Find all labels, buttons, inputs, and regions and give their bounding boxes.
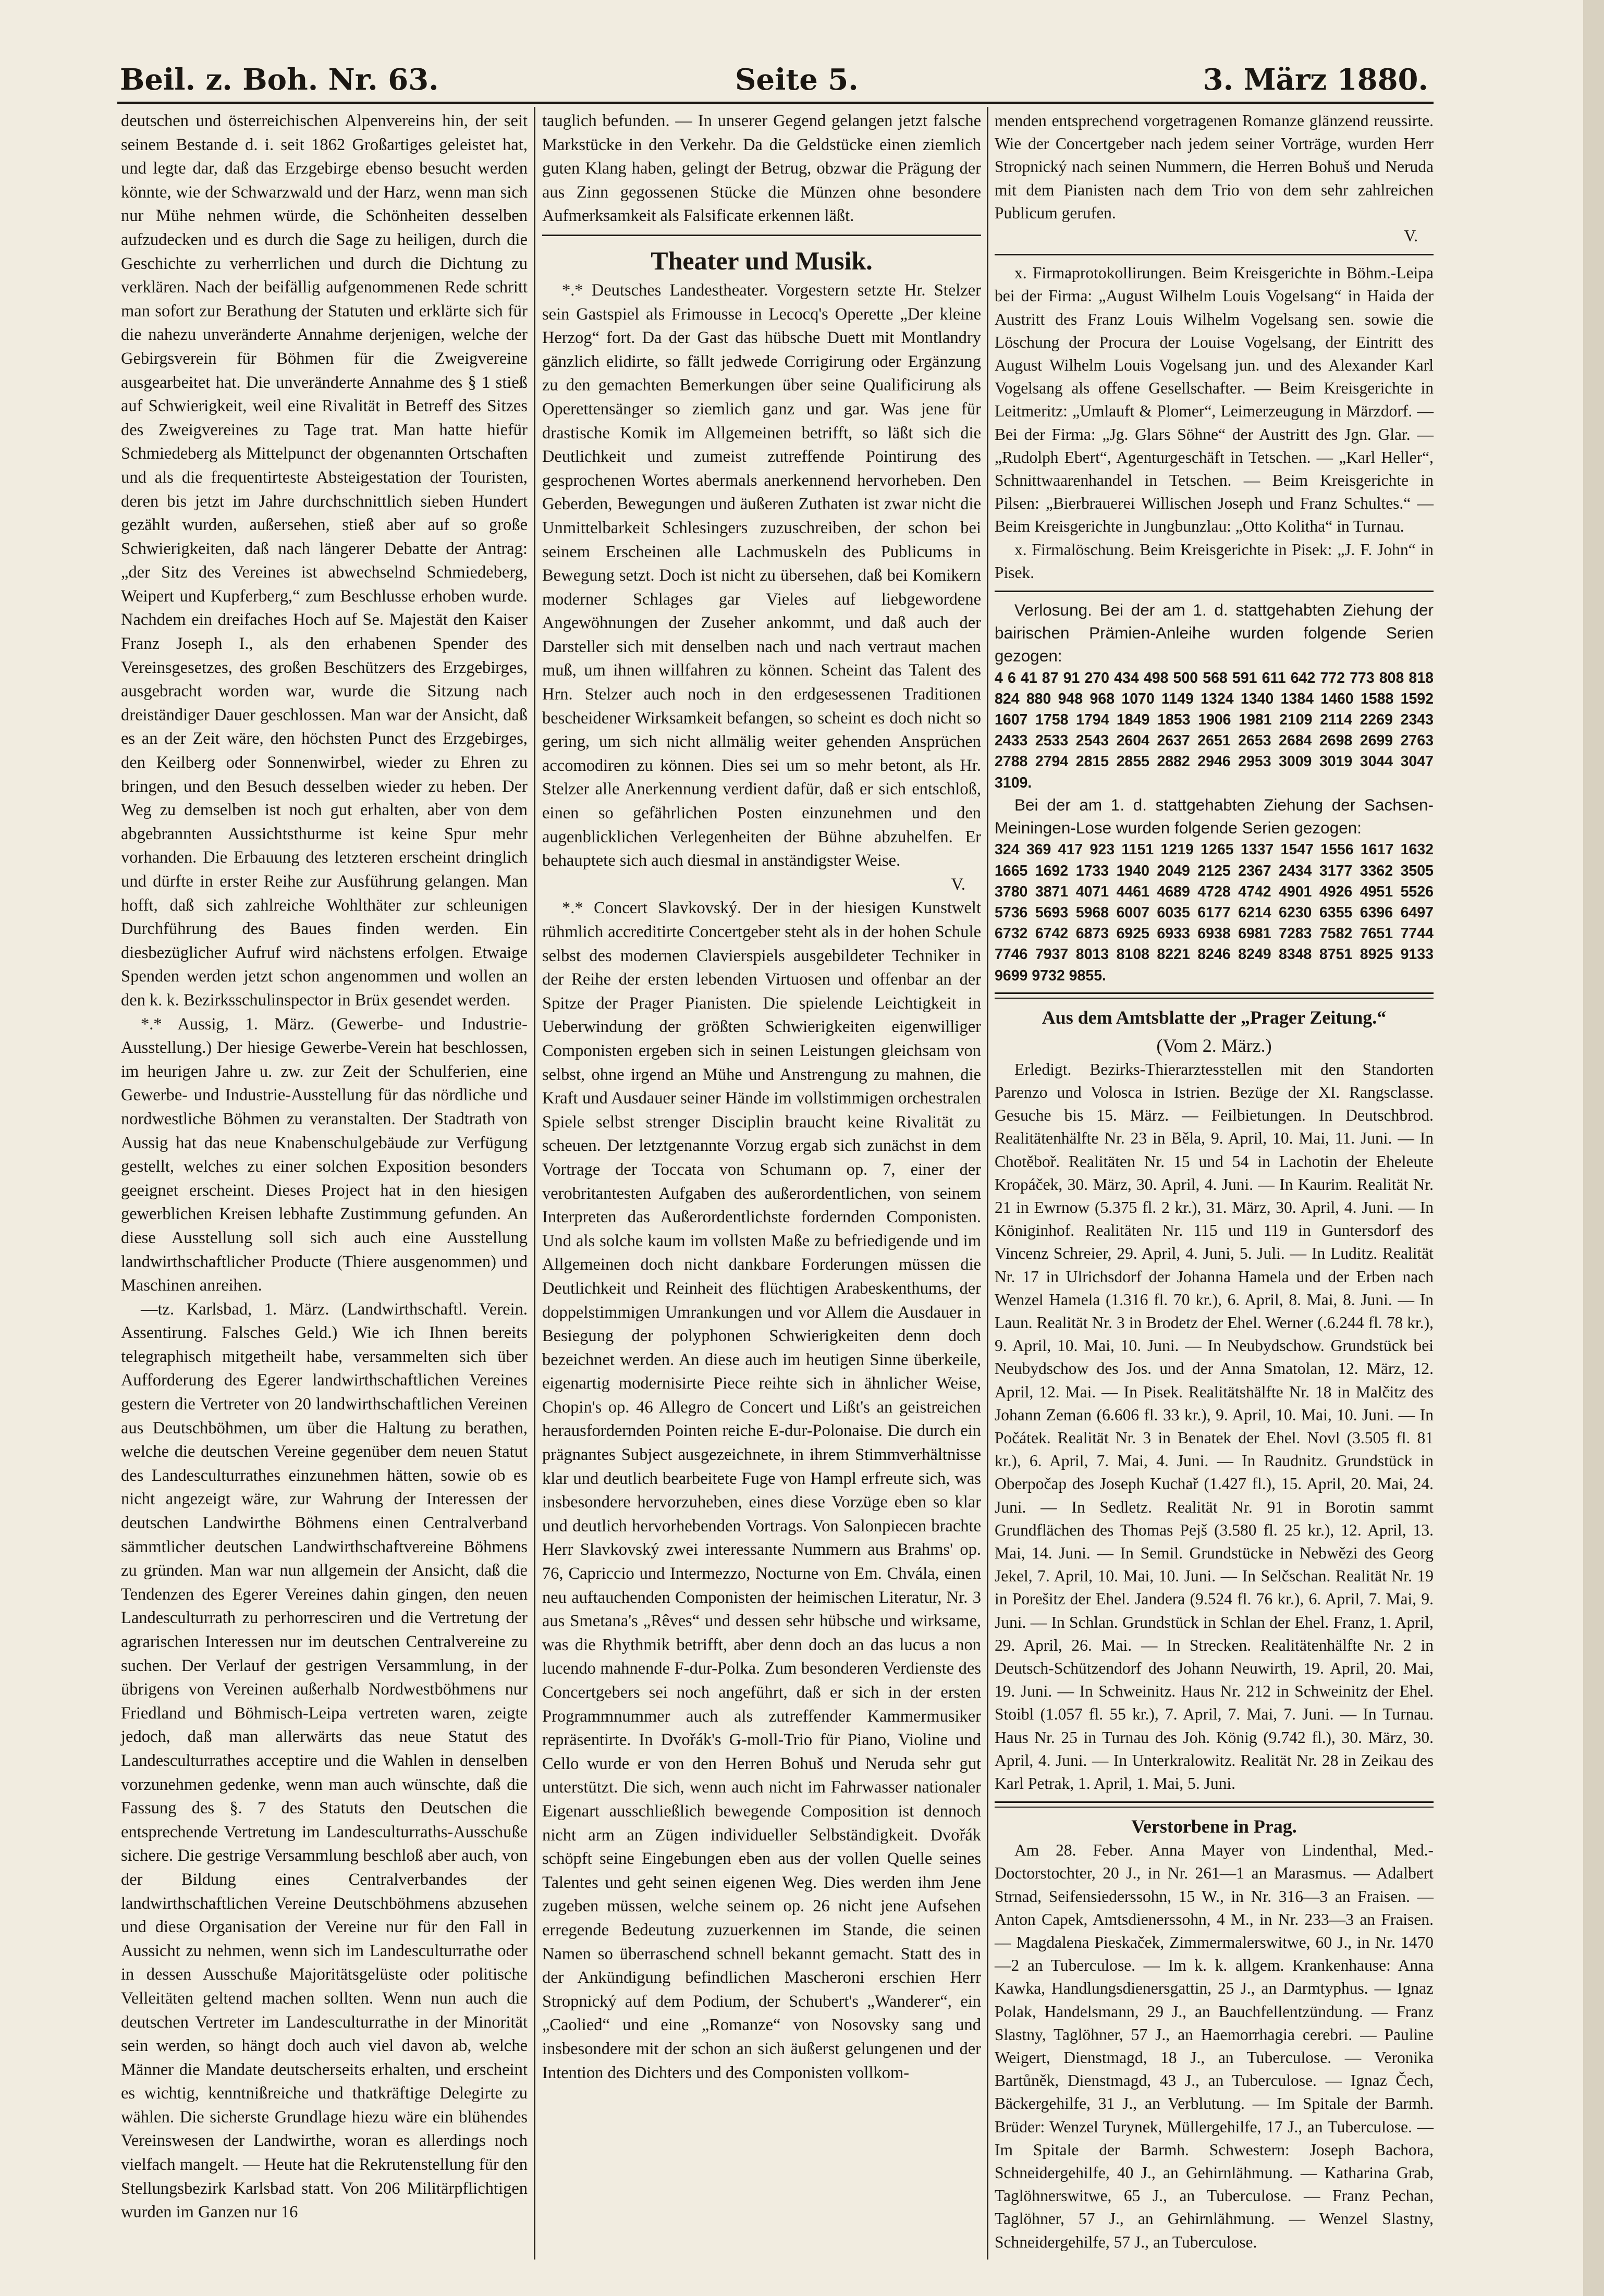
lottery-bavarian-lead: Verlosung. Bei der am 1. d. stattgehabten Ziehung der bairischen Prämien-Anleihe wurden folgende Serien gezogen: — [995, 600, 1434, 666]
section-title-amtsblatt: Aus dem Amtsblatte der „Prager Zeitung.“ — [1042, 1006, 1387, 1028]
page-edge — [1583, 0, 1604, 2296]
article-signature: V. — [1404, 227, 1418, 245]
header-date: 3. März 1880. — [1203, 63, 1428, 97]
article-concert-end: menden entsprechend vorgetragenen Romanze glänzend reussirte. Wie der Concertgeber nach jedem seiner Vorträge, wurden Herr Stropnický nach seinen Nummern, die Herren Bohuš und Neruda mit dem Pianisten nach dem Trio von dem sehr zahlreichen Publicum gerufen. — [995, 112, 1434, 222]
article-deaths: Am 28. Feber. Anna Mayer von Lindenthal, Med.-Doctorstochter, 20 J., in Nr. 261—1 an Marasmus. — Adalbert Strnad, Seifensiederssohn, 15 W., in Nr. 316—3 an Fraisen. — Anton Capek, Amtsdienerssohn, 4 M., in Nr. 233—3 an Fraisen. — Magdalena Pieskaček, Zimmermalerswitwe, 60 J., in Nr. 1470—2 an Tuberculose. — Im k. k. allgem. Krankenhause: Anna Kawka, Handlungsdienersgattin, 25 J., an Darmtyphus. — Ignaz Polak, Handelsmann, 29 J., an Bauchfellentzündung. — Franz Slastny, Taglöhner, 57 J., an Haemorrhagia cerebri. — Pauline Weigert, Dienstmagd, 18 J., an Tuberculose. — Veronika Bartůněk, Dienstmagd, 43 J., an Tuberculose. — Ignaz Čech, Bäckergehilfe, 31 J., an Verblutung. — Im Spitale der Barmh. Brüder: Wenzel Turynek, Müllergehilfe, 17 J., an Tuberculose. — Im Spitale der Barmh. Schwestern: Joseph Bachora, Schneidergehilfe, 40 J., an Gehirnlähmung. — Katharina Grab, Taglöhnerswitwe, 65 J., an Tuberculose. — Franz Pechan, Taglöhner, 57 J., an Gehirnlähmung. — Wenzel Slastny, Schneidergehilfe, 57 J., an Tuberculose. — [995, 1841, 1434, 2251]
column-2 — [542, 109, 981, 2085]
article-landestheater: *.* Deutsches Landestheater. Vorgestern setzte Hr. Stelzer sein Gastspiel als Frimousse in Lecocq's Operette „Der kleine Herzog“ fort. Da der Gast das hübsche Duett mit Montlandry gänzlich elidirte, so fällt jedwede Corrigirung oder Ergänzung zu den gemachten Bemerkungen über seine Qualificirung als Operettensänger so ziemlich ganz und gar. Was jene für drastische Komik im Allgemeinen betrifft, so läßt sich die Deutlichkeit und zumeist zutreffende Pointirung des gesprochenen Wortes abermals anerkennend hervorheben. Den Geberden, Bewegungen und äußeren Zuthaten ist zwar nicht die Unmittelbarkeit Schlesingers zuzuschreiben, der schon bei seinem Erscheinen alle Lachmuskeln des Publicums in Bewegung setzt. Doch ist nicht zu übersehen, daß bei Komikern moderner Schlages gar Vieles auf liebgewordene Angewöhnungen der Zuseher ankommt, und daß auch der Darsteller sich mit denselben nach und nach vertraut machen muß, um ihnen willfahren zu können. Scheint das Talent des Hrn. Stelzer auch noch in den erdgesessenen Traditionen bescheidener Wirksamkeit befangen, so scheint es doch nicht so gering, um sich nicht allmälig weiter gehenden Ansprüchen accomodiren zu können. Dies sei um so mehr betont, als Hr. Stelzer alle Anerkennung verdient dafür, daß er sich entschloß, einen so gefährlichen Posten einzunehmen und den augenblicklichen Verlegenheiten der Bühne abzuhelfen. Er behauptete sich auch diesmal in anständigster Weise. — [542, 280, 981, 870]
article-signature: V. — [951, 875, 965, 894]
article-aussig: *.* Aussig, 1. März. (Gewerbe- und Industrie-Ausstellung.) Der hiesige Gewerbe-Verein hat beschlossen, im heurigen Jahre u. zw. zur Zeit der Schulferien, eine Gewerbe- und Industrie-Ausstellung für das nördliche und nordwestliche Böhmen zu veranstalten. Der Stadtrath von Aussig hat das neue Knabenschulgebäude zur Verfügung gestellt, welches zu einer solchen Exposition besonders geeignet erscheint. Dieses Project hat in den hiesigen gewerblichen Kreisen lebhafte Zustimmung gefunden. An diese Ausstellung soll sich auch eine Ausstellung landwirthschaftlicher Producte (Thiere ausgenommen) und Maschinen anreihen. — [121, 1014, 528, 1295]
section-rule — [542, 235, 981, 236]
header-page: Seite 5. — [735, 63, 859, 97]
section-rule — [995, 591, 1434, 592]
article-erzgebirge-continued: deutschen und österreichischen Alpenvereins hin, der seit seinem Bestande d. i. seit 1862 Großartiges geleistet hat, und legte dar, daß das Erzgebirge ebenso besucht werden könnte, wie der Schwarzwald und der Harz, wenn man sich nur Mühe nehmen würde, die Schönheiten desselben aufzudecken und es durch die Sage zu heiligen, durch die Geschichte zu verherrlichen und durch die Dichtung zu verklären. Nach der beifällig aufgenommenen Rede schritt man sofort zur Berathung der Statuten und erklärte sich für die nahezu unveränderte Annahme derjenigen, welche der Gebirgsverein für Böhmen für die Zweigvereine ausgearbeitet hat. Die unveränderte Annahme des § 1 stieß auf Schwierigkeit, weil eine Rivalität in Betreff des Sitzes des Zweigvereines zu Tage trat. Man hatte hiefür Schmiedeberg als Mittelpunct der obgenannten Ortschaften und als die frequentirteste Absteigestation der Touristen, deren bis jetzt im Jahre durchschnittlich sieben Hundert gezählt wurden, außersehen, stieß aber auf so große Schwierigkeiten, daß nach längerer Debatte der Antrag: „der Sitz des Vereines ist abwechselnd Schmiedeberg, Weipert und Kupferberg,“ zum Beschlusse erhoben wurde. Nachdem ein dreifaches Hoch auf Se. Majestät den Kaiser Franz Joseph I., als den erhabenen Spender des Vereinsgesetzes, des großen Beschützers des Erzgebirges, ausgebracht worden war, wurde die Sitzung nach dreiständiger Dauer geschlossen. Man war der Ansicht, daß es an der Zeit wäre, den höchsten Punct des Erzgebirges, den Keilberg oder Sonnenwirbel, wieder zu Ehren zu bringen, und den Besuch desselben wieder zu heben. Der Weg zu demselben ist noch gut erhalten, aber von dem abgebrannten Aussichtsthurme ist keine Spur mehr vorhanden. Die Erbauung des letzteren erscheint dringlich und dürfte in erster Reihe zur Ausführung gelangen. Man hofft, daß sich zahlreiche Wohlthäter zur schleunigen Durchführung des Baues finden werden. Ein diesbezüglicher Aufruf wird nächstens erfolgen. Etwaige Spenden werden jetzt schon angenommen und wollen an den k. k. Bezirksschulinspector in Brüx gesendet werden. — [121, 112, 528, 1010]
section-subtitle-amtsblatt: (Vom 2. März.) — [1156, 1035, 1272, 1056]
article-concert: *.* Concert Slavkovský. Der in der hiesigen Kunstwelt rühmlich accreditirte Concertgeber steht als in der hohen Schule selbst des modernen Clavierspiels ausgebildeter Techniker in der Reihe der ersten lebenden Virtuosen und offenbar an der Spitze der Prager Pianisten. Die spielende Leichtigkeit in Ueberwindung der größten Schwierigkeiten eigenwilliger Componisten ergeben sich in seinen Leistungen gleichsam von selbst, ohne irgend an Mühe und Anstrengung zu mahnen, die Kraft und Ausdauer seiner Hände im vollstimmigen orchestralen Spiele selbst strenger Disciplin braucht keine Rivalität zu scheuen. Der letztgenannte Vorzug ergab sich zunächst in dem Vortrage der Toccata von Schumann op. 7, einer der verobritantesten Aufgaben des außerordentlichen, von seinem Interpreten das Außerordentlichste fordernden Componisten. Und als solche kaum im vollsten Maße zu befriedigende und im Allgemeinen doch nicht dankbare Forderungen müssen die Deutlichkeit und Reinheit des flüchtigen Arabeskenthums, der doppelstimmigen Umrankungen und vor Allem die Ausdauer in Besiegung der polyphonen Schwierigkeiten denn doch bezeichnet werden. An diese auch im heutigen Sinne überkeile, eigenartig modernisirte Piece reihte sich in ähnlicher Weise, Chopin's op. 46 Allegro de Concert und Lißt's an geistreichen herausfordernden Pointen reiche E-dur-Polonaise. Die durch ein prägnantes Subject ausgezeichnete, in ihrem Stimmverhältnisse klar und deutlich bearbeitete Fuge von Hampl erfreute sich, was insbesondere hervorzuheben, eines diese Vorzüge eben so klar und deutlich hervorhebenden Vortrags. Von Salonpiecen brachte Herr Slavkovský zwei interessante Nummern aus Brahms' op. 76, Capriccio und Intermezzo, Nocturne von Em. Chvála, einen neu auftauchenden Componisten der heimischen Literatur, Nr. 3 aus Smetana's „Rêves“ und dessen sehr hübsche und wirksame, was die Rhythmik betrifft, aber denn doch an das lucus a non lucendo mahnende F-dur-Polka. Zum besonderen Verdienste des Concertgebers sei noch angeführt, daß er sich in der ersten Programmnummer auch als zutreffender Kammermusiker repräsentirte. In Dvořák's G-moll-Trio für Piano, Violine und Cello wurde er von den Herren Bohuš und Neruda sehr gut unterstützt. Die sich, wenn auch nicht im Fahrwasser nationaler Eigenart ausschließlich bewegende Composition ist dennoch nicht arm an Zügen individueller Selbständigkeit. Dvořák schöpft seine Eingebungen eben aus der vollen Quelle seines Talentes und geht seinen eigenen Weg. Dies werden ihm Jene zugeben müssen, welche seinem op. 26 nicht jene Aufsehen erregende Bedeutung zuzuerkennen im Stande, die seinen Namen so überraschend schnell bekannt gemacht. Statt des in der Ankündigung befindlichen Mascheroni erschien Herr Stropnický auf dem Podium, der Schubert's „Wanderer“, ein „Caolied“ und eine „Romanze“ von Nosovsky sang und insbesondere mit der schon an sich äußerst gelungenen und der Intention des Dichters und des Componisten vollkom- — [542, 899, 981, 2082]
page-header — [120, 63, 1428, 99]
column-1 — [121, 109, 528, 2225]
article-firm-deletion: x. Firmalöschung. Beim Kreisgerichte in Pisek: „J. F. John“ in Pisek. — [995, 540, 1434, 582]
section-title-deaths: Verstorbene in Prag. — [1131, 1816, 1297, 1837]
article-karlsbad-end: tauglich befunden. — In unserer Gegend gelangen jetzt falsche Markstücke in den Verkehr. Da die Geldstücke einen ziemlich guten Klang haben, gelingt der Betrug, obzwar die Prägung der aus Zinn gegossenen Stücke die Münzen ohne besondere Aufmerksamkeit als Falsificate erkennen läßt. — [542, 112, 981, 226]
lottery-bavarian-numbers: 4 6 41 87 91 270 434 498 500 568 591 611 642 772 773 808 818 824 880 948 968 1070 1149 1324 1340 1384 1460 1588 1592 1607 1758 1794 1849 1853 1906 1981 2109 2114 2269 2343 2433 2533 2543 2604 2637 2651 2653 2684 2698 2699 2763 2788 2794 2815 2855 2882 2946 2953 3009 3019 3044 3047 3109. — [995, 669, 1434, 791]
section-title-theater: Theater und Musik. — [651, 245, 873, 275]
column-divider-1 — [534, 107, 535, 2260]
column-3 — [995, 109, 1434, 2254]
section-rule — [995, 254, 1434, 255]
section-rule — [995, 992, 1434, 999]
article-karlsbad: —tz. Karlsbad, 1. März. (Landwirthschaftl. Verein. Assentirung. Falsches Geld.) Wie ich Ihnen bereits telegraphisch mitgetheilt habe, versammelten sich über Aufforderung des Egerer landwirthschaftlichen Vereines gestern die Vertreter von 20 landwirthschaftlichen Vereinen aus Deutschböhmen, um über die Haltung zu berathen, welche die deutschen Vereine gegenüber dem neuen Statut des Landesculturrathes einzunehmen hätten, sowie ob es nicht angezeigt wäre, zur Wahrung der Interessen der deutschen Landwirthe Böhmens einen Centralverband sämmtlicher deutschen Landwirthschaftvereine Böhmens zu gründen. Man war nun allgemein der Ansicht, daß die Tendenzen des Egerer Vereines dahin gingen, den neuen Landesculturrath zu perhorresciren und die Vertretung der agrarischen Interessen nur im deutschen Centralvereine zu suchen. Der Verlauf der gestrigen Versammlung, in der übrigens von Vereinen außerhalb Nordwestböhmens nur Friedland und Böhmisch-Leipa vertreten waren, zeigte jedoch, daß man allerwärts das neue Statut des Landesculturrathes acceptire und die Wahlen in denselben vorzunehmen gedenke, wenn man auch wünschte, daß die Fassung des §. 7 des Statuts den Deutschen die entsprechende Vertretung im Landesculturraths-Ausschuße sichere. Die gestrige Versammlung beschloß aber auch, von der Bildung eines Centralverbandes der landwirthschaftlichen Vereine Deutschböhmens abzusehen und diese Organisation der Vereine nur für den Fall in Aussicht zu nehmen, wenn sich im Landesculturrathe oder in dessen Ausschuße Majoritätsgelüste oder politische Velleitäten geltend machen sollten. Wenn nun auch die deutschen Vertreter im Landesculturrathe in der Minorität sein werden, so hängt doch auch viel davon ab, welche Männer die Mandate deutscherseits erhalten, und erscheint es wichtig, kenntnißreiche und thatkräftige Delegirte zu wählen. Die sicherste Grundlage hiezu wäre ein blühendes Vereinswesen der Landwirthe, woran es allerdings noch vielfach mangelt. — Heute hat die Rekrutenstellung für den Stellungsbezirk Karlsbad statt. Von 206 Militärpflichtigen wurden im Ganzen nur 16 — [121, 1299, 528, 2222]
section-rule — [995, 1801, 1434, 1808]
lottery-meiningen-numbers: 324 369 417 923 1151 1219 1265 1337 1547 1556 1617 1632 1665 1692 1733 1940 2049 2125 2367 2434 3177 3362 3505 3780 3871 4071 4461 4689 4728 4742 4901 4926 4951 5526 5736 5693 5968 6007 6035 6177 6214 6230 6355 6396 6497 6732 6742 6873 6925 6933 6938 6981 7283 7582 7651 7744 7746 7937 8013 8108 8221 8246 8249 8348 8751 8925 9133 9699 9732 9855. — [995, 841, 1434, 984]
column-divider-2 — [987, 107, 988, 2260]
header-issue: Beil. z. Boh. Nr. 63. — [120, 63, 439, 97]
article-firm-registrations: x. Firmaprotokollirungen. Beim Kreisgerichte in Böhm.-Leipa bei der Firma: „August Wilhelm Louis Vogelsang“ in Haida der Austritt des Franz Louis Wilhelm Vogelsang sen. sowie die Löschung der Procura der Louise Vogelsang, der Eintritt des August Wilhelm Louis Vogelsang jun. und des Alexander Karl Vogelsang als offene Gesellschafter. — Beim Kreisgerichte in Leitmeritz: „Umlauft & Plomer“, Leimerzeugung in Märzdorf. — Bei der Firma: „Jg. Glars Söhne“ der Austritt des Jgn. Glar. — „Rudolph Ebert“, Agenturgeschäft in Tetschen. — „Karl Heller“, Schnittwaarenhandel in Tetschen. — Beim Kreisgerichte in Pilsen: „Bierbrauerei Willischen Joseph und Franz Schultes.“ — Beim Kreisgerichte in Jungbunzlau: „Otto Kolitha“ in Turnau. — [995, 264, 1434, 536]
article-amtsblatt: Erledigt. Bezirks-Thierarztesstellen mit den Standorten Parenzo und Volosca in Istrien. Bezüge der XI. Rangsclasse. Gesuche bis 15. März. — Feilbietungen. In Deutschbrod. Realitätenhälfte Nr. 23 in Běla, 9. April, 10. Mai, 11. Juni. — In Chotěboř. Realitäten Nr. 15 und 54 in Lachotin der Eheleute Kropáček, 30. März, 30. April, 4. Juni. — In Kaurim. Realität Nr. 21 in Ewrnow (5.375 fl. 2 kr.), 31. März, 30. April, 4. Juni. — In Königinhof. Realitäten Nr. 115 und 119 in Guntersdorf des Vincenz Schreier, 29. April, 4. Juni, 5. Juli. — In Luditz. Realität Nr. 17 in Ulrichsdorf der Johanna Hamela und der Erben nach Wenzel Hamela (1.316 fl. 70 kr.), 6. April, 8. Mai, 8. Juni. — In Laun. Realität Nr. 3 in Brodetz der Ehel. Werner (.6.244 fl. 78 kr.), 9. April, 10. Mai, 10. Juni. — In Neubydschow. Grundstück bei Neubydschow des Jos. und der Anna Smatolan, 12. März, 12. April, 12. Mai. — In Pisek. Realitätshälfte Nr. 18 in Malčitz des Johann Zeman (6.606 fl. 33 kr.), 9. April, 10. Mai, 10. Juni. — In Počátek. Realität Nr. 3 in Benatek der Ehel. Novl (3.505 fl. 81 kr.), 6. April, 7. Mai, 4. Juni. — In Raudnitz. Grundstück in Oberpočap des Joseph Kuchař (1.427 fl.), 15. April, 20. Mai, 24. Juni. — In Sedletz. Realität Nr. 91 in Borotin sammt Grundflächen des Thomas Pejš (3.580 fl. 25 kr.), 12. April, 13. Mai, 14. Juni. — In Semil. Grundstücke in Nebwězi des Georg Jekel, 7. April, 10. Mai, 10. Juni. — In Selčschan. Realität Nr. 19 in Porešitz der Ehel. Jandera (9.524 fl. 76 kr.), 6. April, 7. Mai, 9. Juni. — In Schlan. Grundstück in Schlan der Ehel. Franz, 1. April, 29. April, 26. Mai. — In Strecken. Realitätenhälfte Nr. 2 in Deutsch-Schützendorf des Johann Neuwirth, 19. April, 20. Mai, 19. Juni. — In Schweinitz. Haus Nr. 212 in Schweinitz der Ehel. Stoibl (1.057 fl. 55 kr.), 7. April, 7. Mai, 7. Juni. — In Turnau. Haus Nr. 25 in Turnau des Joh. König (9.742 fl.), 30. März, 30. April, 4. Juni. — In Unterkralowitz. Realität Nr. 28 in Zeikau des Karl Petrak, 1. April, 1. Mai, 5. Juni. — [995, 1060, 1434, 1793]
header-rule — [117, 102, 1434, 104]
lottery-meiningen-lead: Bei der am 1. d. stattgehabten Ziehung der Sachsen-Meiningen-Lose wurden folgende Serien gezogen: — [995, 795, 1434, 838]
